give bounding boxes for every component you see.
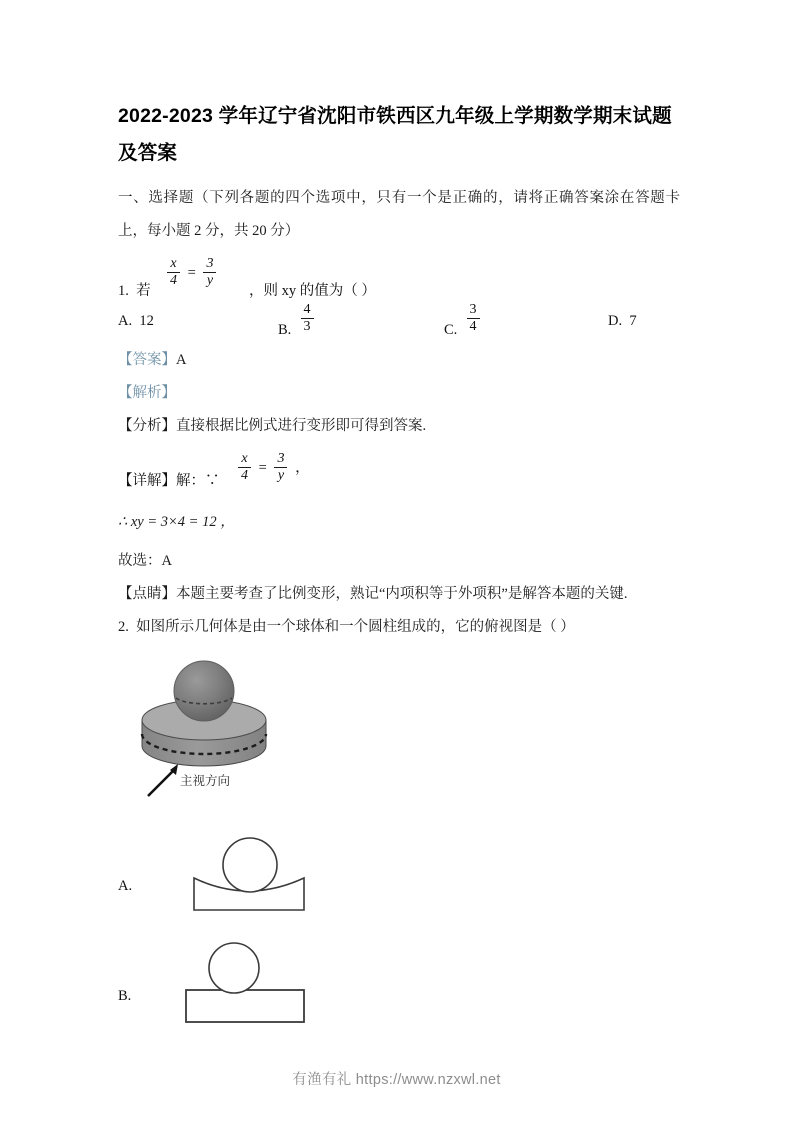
option-a-circle bbox=[223, 838, 277, 892]
answer-tag: 【答案】 bbox=[118, 352, 176, 368]
detail-conclusion: ∴ xy = 3×4 = 12 ， bbox=[118, 514, 235, 530]
page-title: 2022-2023 学年辽宁省沈阳市铁西区九年级上学期数学期末试题及答案 bbox=[118, 105, 672, 164]
question-1-lead: 1. 若 bbox=[118, 283, 151, 299]
answer-value: A bbox=[176, 352, 187, 368]
option-a-figure bbox=[156, 822, 336, 922]
comma: ， bbox=[295, 459, 310, 476]
fraction-left: $\frac{x}{4}$ bbox=[167, 256, 180, 288]
view-direction-arrow-shaft bbox=[148, 768, 176, 796]
view-direction-label: 主视方向 bbox=[180, 774, 231, 788]
detail-equation bbox=[236, 451, 312, 483]
spacer bbox=[118, 172, 680, 182]
detail-solution-line bbox=[118, 449, 680, 496]
question-2-option-a[interactable] bbox=[118, 822, 680, 926]
sphere bbox=[174, 661, 234, 721]
spacer bbox=[118, 496, 680, 506]
analysis-line: 【分析】直接根据比例式进行变形即可得到答案. bbox=[118, 418, 427, 434]
question-1-stem bbox=[118, 254, 680, 300]
spacer bbox=[118, 644, 680, 658]
option-c-fraction: $\frac{3}{4}$ bbox=[467, 302, 480, 334]
option-b-fraction: $\frac{4}{3}$ bbox=[301, 302, 314, 334]
detail-lead: 【详解】解：∵ bbox=[118, 473, 220, 489]
detail-fraction-right: $\frac{3}{y}$ bbox=[274, 451, 287, 483]
question-2-option-b-label: B. bbox=[118, 988, 132, 1004]
section-intro: 一、选择题（下列各题的四个选项中，只有一个是正确的，请将正确答案涂在答题卡上，每小题 2 分，共 20 分） bbox=[118, 190, 680, 239]
option-b[interactable]: B. $\frac{4}{3}$ bbox=[278, 302, 316, 334]
solid-figure-svg bbox=[132, 658, 332, 808]
question-2-option-b[interactable] bbox=[118, 932, 680, 1036]
detail-fraction-left: $\frac{x}{4}$ bbox=[238, 451, 251, 483]
option-b-figure bbox=[156, 932, 336, 1032]
option-b-rectangle bbox=[186, 990, 304, 1022]
equals-sign: = bbox=[187, 264, 196, 281]
spacer bbox=[118, 808, 680, 822]
question-2-stem: 2. 如图所示几何体是由一个球体和一个圆柱组成的，它的俯视图是（ ） bbox=[118, 619, 575, 635]
question-2-option-a-label: A. bbox=[118, 878, 133, 894]
explain-line bbox=[118, 377, 680, 410]
option-c[interactable]: C. $\frac{3}{4}$ bbox=[444, 302, 482, 334]
page-content bbox=[118, 0, 680, 1036]
fraction-right: $\frac{3}{y}$ bbox=[203, 256, 216, 288]
detail-equals-sign: = bbox=[258, 459, 267, 476]
key-point-line: 【点睛】本题主要考查了比例变形，熟记“内项积等于外项积”是解答本题的关键. bbox=[118, 586, 628, 602]
question-1-options bbox=[118, 300, 680, 344]
question-1-equation bbox=[165, 256, 218, 288]
solid-figure-sphere-on-cylinder bbox=[132, 658, 332, 808]
option-a[interactable]: A. 12 bbox=[118, 313, 154, 329]
option-d[interactable]: D. 7 bbox=[608, 313, 637, 329]
explain-tag: 【解析】 bbox=[118, 385, 176, 401]
footer-watermark: 有渔有礼 https://www.nzxwl.net bbox=[292, 1072, 501, 1088]
choose-line: 故选：A bbox=[118, 553, 172, 569]
question-1-tail: ，则 xy 的值为（ ） bbox=[249, 283, 376, 299]
option-b-circle bbox=[209, 943, 259, 993]
answer-line bbox=[118, 344, 680, 377]
